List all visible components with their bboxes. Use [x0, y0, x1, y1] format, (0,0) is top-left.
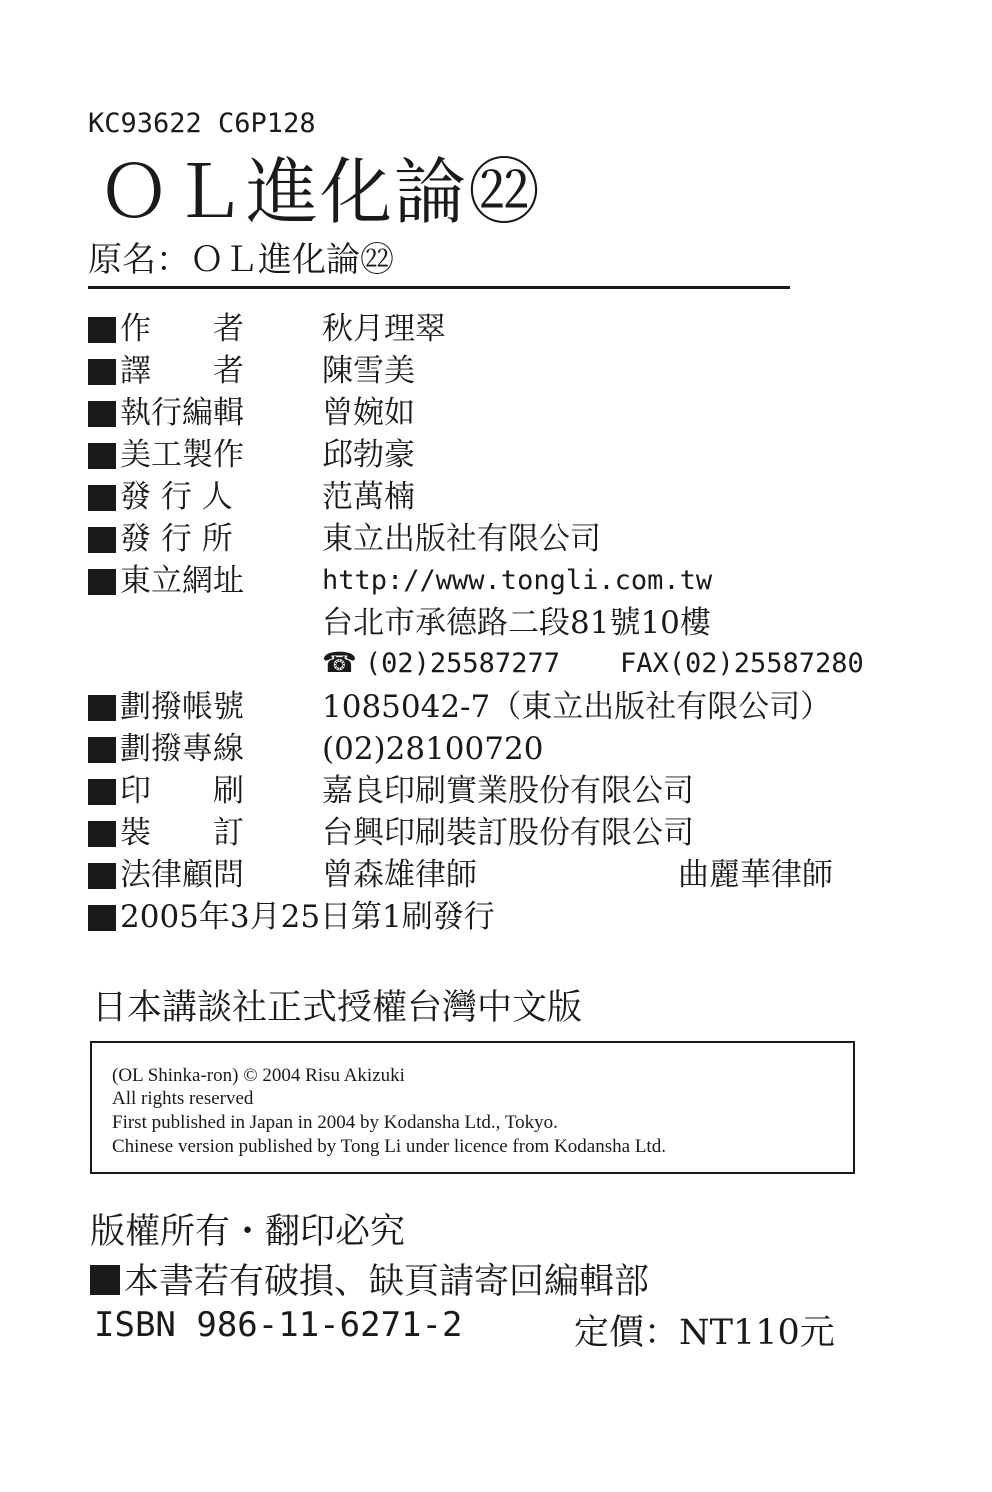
copyright-line: All rights reserved	[112, 1088, 254, 1109]
bullet-square	[88, 821, 116, 847]
copyright-line: First published in Japan in 2004 by Kodansha Ltd., Tokyo.	[112, 1112, 558, 1133]
bullet-square	[90, 1265, 120, 1295]
credit-value: 范萬楠	[322, 479, 415, 515]
credit-value: 陳雪美	[322, 353, 415, 389]
rights-reserved: 版權所有・翻印必究	[90, 1212, 406, 1252]
bullet-square	[88, 401, 116, 427]
bullet-square	[88, 905, 116, 931]
credit-label: 東立網址	[120, 563, 244, 599]
copyright-box	[90, 1041, 855, 1174]
credit-label: 印 刷	[120, 773, 244, 809]
credit-value: 嘉良印刷實業股份有限公司	[322, 773, 694, 809]
bullet-square	[88, 737, 116, 763]
book-title: ＯＬ進化論㉒	[98, 150, 543, 234]
copyright-line: Chinese version published by Tong Li under licence from Kodansha Ltd.	[112, 1136, 666, 1157]
credit-value: 秋月理翠	[322, 311, 446, 347]
bullet-square	[88, 485, 116, 511]
credit-label: 譯 者	[120, 353, 244, 389]
credit-value: (02)28100720	[322, 731, 544, 767]
credit-label: 執行編輯	[120, 395, 244, 431]
credit-label: 劃撥專線	[120, 731, 244, 767]
bullet-square	[88, 779, 116, 805]
edition-row	[88, 897, 888, 937]
credit-label: 劃撥帳號	[120, 689, 244, 725]
credit-value: 東立出版社有限公司	[322, 521, 601, 557]
credit-label: 美工製作	[120, 437, 244, 473]
credit-label: 作 者	[120, 311, 244, 347]
copyright-line: (OL Shinka-ron) © 2004 Risu Akizuki	[112, 1065, 405, 1086]
credit-value: 邱勃豪	[322, 437, 415, 473]
credit-label: 發 行 人	[120, 479, 233, 515]
website-url: http://www.tongli.com.tw	[322, 565, 713, 596]
address: 台北市承德路二段81號10樓	[322, 605, 711, 641]
bullet-square	[88, 569, 116, 595]
title-divider	[88, 286, 790, 289]
catalog-code: KC93622 C6P128	[88, 108, 316, 139]
fax-number: FAX(02)25587280	[619, 648, 864, 679]
bullet-square	[88, 695, 116, 721]
license-statement: 日本講談社正式授權台灣中文版	[92, 988, 583, 1028]
contact-row	[322, 645, 864, 682]
isbn: ISBN 986-11-6271-2	[94, 1305, 463, 1345]
bullet-square	[88, 317, 116, 343]
bullet-square	[88, 863, 116, 889]
telephone-icon: ☎	[322, 646, 357, 679]
phone-number: (02)25587277	[364, 648, 560, 679]
bullet-square	[88, 359, 116, 385]
lawyer-1: 曾森雄律師	[322, 857, 477, 893]
bullet-square	[88, 443, 116, 469]
damage-notice-text: 本書若有破損、缺頁請寄回編輯部	[124, 1262, 650, 1302]
edition-date: 2005年3月25日第1刷發行	[120, 899, 495, 935]
credit-value: 1085042-7（東立出版社有限公司）	[322, 689, 832, 725]
credit-value: 曾婉如	[322, 395, 415, 431]
credit-label: 發 行 所	[120, 521, 233, 557]
credit-row-legal	[88, 855, 888, 895]
bullet-square	[88, 527, 116, 553]
credit-label: 裝 訂	[120, 815, 244, 851]
lawyer-2: 曲麗華律師	[678, 857, 833, 893]
price: 定價：NT110元	[574, 1313, 835, 1353]
original-title: 原名：ＯＬ進化論㉒	[88, 240, 394, 280]
damage-notice	[90, 1254, 649, 1304]
credit-label: 法律顧問	[120, 857, 244, 893]
credit-value: 台興印刷裝訂股份有限公司	[322, 815, 694, 851]
